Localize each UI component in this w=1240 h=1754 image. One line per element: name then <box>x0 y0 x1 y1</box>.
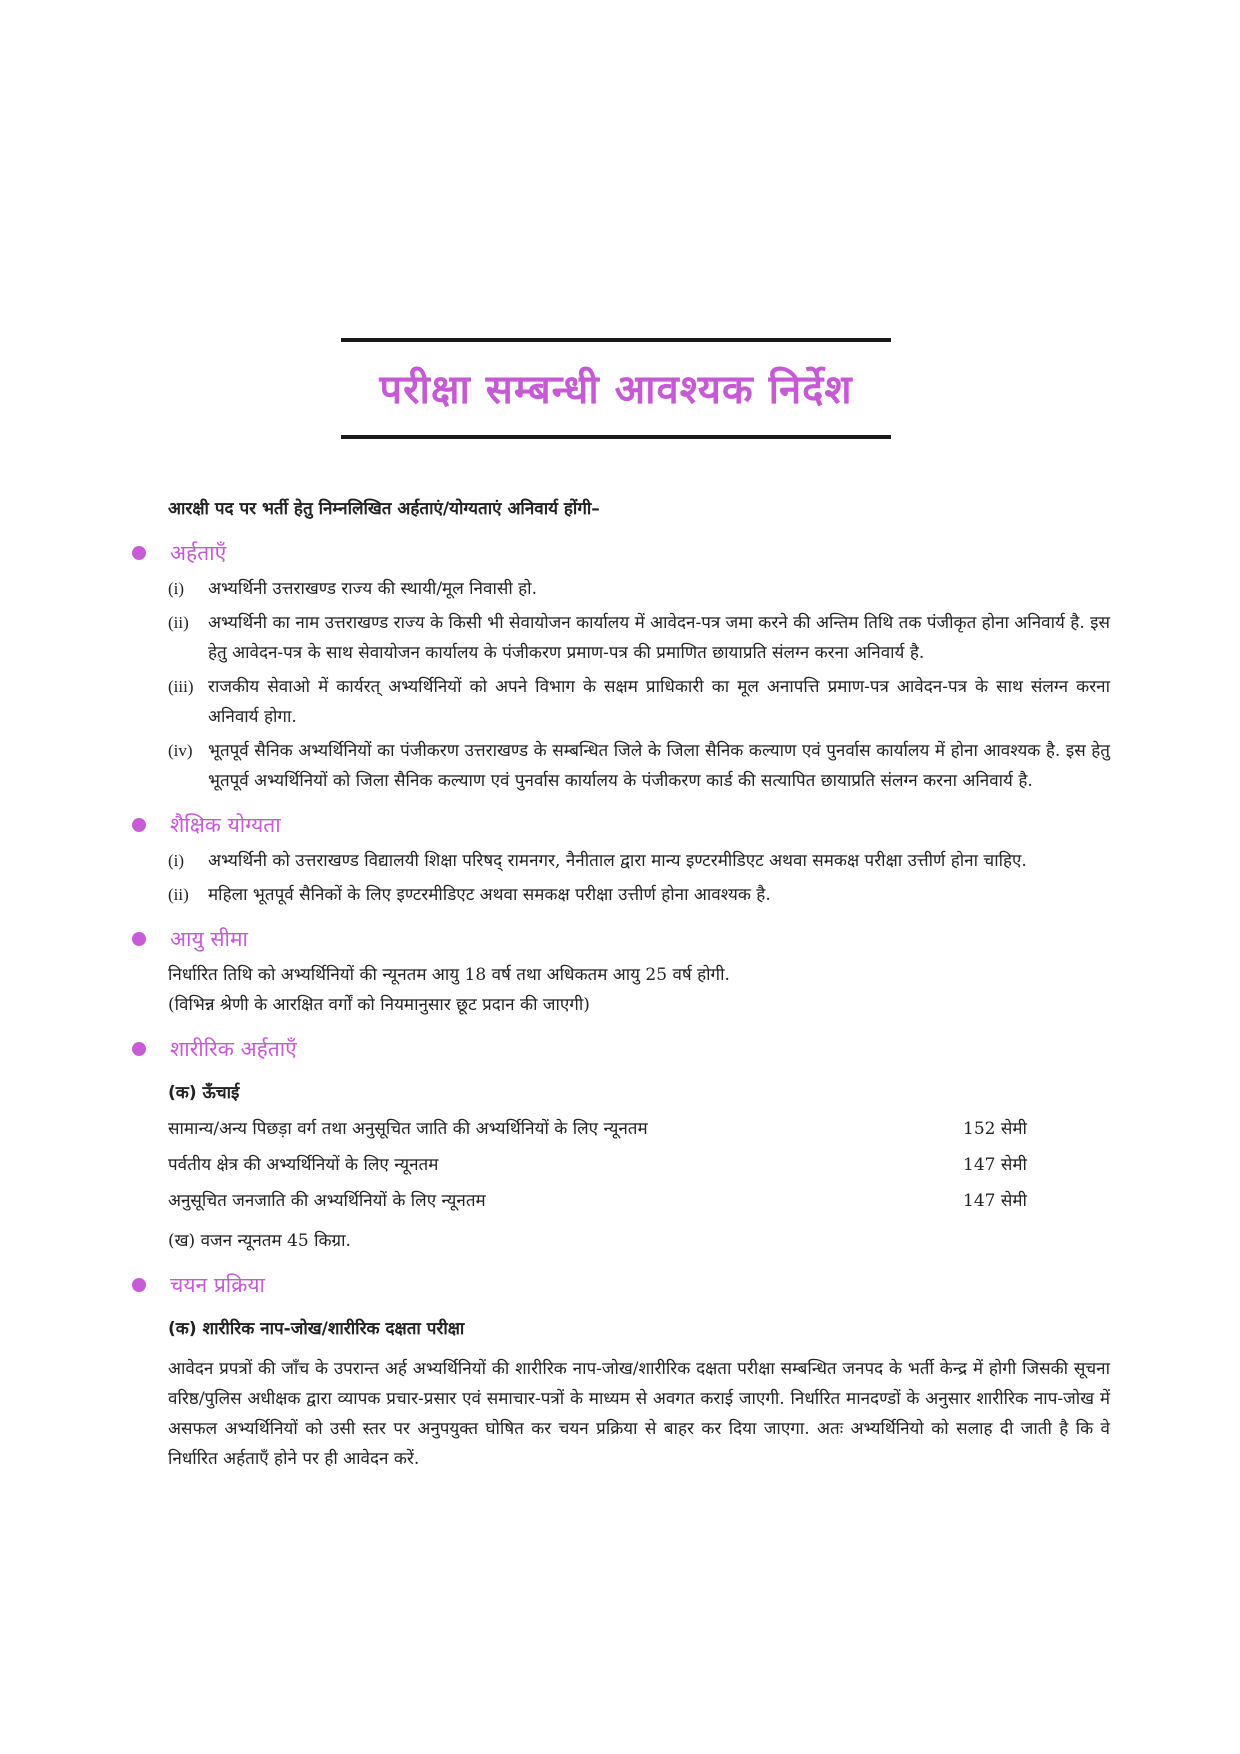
height-row-label: सामान्य/अन्य पिछड़ा वर्ग तथा अनुसूचित जाति की अभ्यर्थिनियों के लिए न्यूनतम <box>168 1119 648 1139</box>
list-item <box>168 846 1110 876</box>
item-text: अभ्यर्थिनी को उत्तराखण्ड विद्यालयी शिक्षा परिषद् रामनगर, नैनीताल द्वारा मान्य इण्टरमीडिएट अथवा समकक्ष परीक्षा उत्तीर्ण होना चाहिए. <box>208 851 1027 871</box>
height-row <box>168 1186 1043 1216</box>
list-item <box>168 608 1110 668</box>
height-row-label: पर्वतीय क्षेत्र की अभ्यर्थिनियों के लिए न्यूनतम <box>168 1155 439 1175</box>
title-bottom-rule <box>341 435 891 439</box>
item-text: अभ्यर्थिनी उत्तराखण्ड राज्य की स्थायी/मूल निवासी हो. <box>208 579 537 599</box>
section-heading: चयन प्रक्रिया <box>170 1273 265 1297</box>
section-selection <box>130 1268 1110 1302</box>
item-number: (iv) <box>168 741 193 760</box>
section-qualifications <box>130 536 1110 570</box>
weight-line: (ख) वजन न्यूनतम 45 किग्रा. <box>168 1231 351 1251</box>
age-line-1: निर्धारित तिथि को अभ्यर्थिनियों की न्यूनतम आयु 18 वर्ष तथा अधिकतम आयु 25 वर्ष होगी. <box>168 965 730 985</box>
item-text: अभ्यर्थिनी का नाम उत्तराखण्ड राज्य के किसी भी सेवायोजन कार्यालय में आवेदन-पत्र जमा करने की अन्तिम तिथि तक पंजीकृत होना अनिवार्य है. इस हेतु आवेदन-पत्र के साथ सेवायोजन कार्यालय के पंजीकरण प्रमाण-पत्र की प्रमाणित छायाप्रति संलग्न करना अनिवार्य है. <box>208 613 1110 663</box>
item-text: महिला भूतपूर्व सैनिकों के लिए इण्टरमीडिएट अथवा समकक्ष परीक्षा उत्तीर्ण होना आवश्यक है. <box>208 885 771 905</box>
height-row-label: अनुसूचित जनजाति की अभ्यर्थिनियों के लिए न्यूनतम <box>168 1191 486 1211</box>
title-block <box>341 338 891 439</box>
list-item <box>168 880 1110 910</box>
item-number: (iii) <box>168 677 194 696</box>
height-row-value: 147 सेमी <box>963 1191 1027 1211</box>
bullet-icon <box>132 932 146 946</box>
list-item <box>168 672 1110 732</box>
item-number: (i) <box>168 851 185 870</box>
section-heading: शैक्षिक योग्यता <box>170 813 281 837</box>
bullet-icon <box>132 1278 146 1292</box>
section-physical <box>130 1032 1110 1066</box>
intro-text: आरक्षी पद पर भर्ती हेतु निम्नलिखित अर्हताएं/योग्यताएं अनिवार्य होंगी– <box>168 499 600 519</box>
document-body <box>130 494 1110 1474</box>
item-number: (ii) <box>168 885 189 904</box>
item-number: (i) <box>168 579 185 598</box>
height-row-value: 147 सेमी <box>963 1155 1027 1175</box>
section-heading: अर्हताएँ <box>170 541 227 565</box>
height-row-value: 152 सेमी <box>963 1119 1027 1139</box>
section-education <box>130 808 1110 842</box>
height-row <box>168 1114 1043 1144</box>
item-text: राजकीय सेवाओ में कार्यरत् अभ्यर्थिनियों को अपने विभाग के सक्षम प्राधिकारी का मूल अनापत्ति प्रमाण-पत्र आवेदन-पत्र के साथ संलग्न करना अनिवार्य होगा. <box>208 677 1110 727</box>
item-number: (ii) <box>168 613 189 632</box>
list-item <box>168 736 1110 796</box>
height-row <box>168 1150 1043 1180</box>
bullet-icon <box>132 818 146 832</box>
bullet-icon <box>132 1042 146 1056</box>
section-heading: आयु सीमा <box>170 927 248 951</box>
bullet-icon <box>132 546 146 560</box>
list-item <box>168 574 1110 604</box>
age-line-2: (विभिन्न श्रेणी के आरक्षित वर्गों को नियमानुसार छूट प्रदान की जाएगी) <box>168 995 590 1015</box>
height-label: (क) ऊँचाई <box>168 1083 240 1103</box>
selection-paragraph: आवेदन प्रपत्रों की जाँच के उपरान्त अर्ह अभ्यर्थिनियों की शारीरिक नाप-जोख/शारीरिक दक्षता परीक्षा सम्बन्धित जनपद के भर्ती केन्द्र में होगी जिसकी सूचना वरिष्ठ/पुलिस अधीक्षक द्वारा व्यापक प्रचार-प्रसार एवं समाचार-पत्रों के माध्यम से अवगत कराई जाएगी. निर्धारित मानदण्डों के अनुसार शारीरिक नाप-जोख में असफल अभ्यर्थिनियों को उसी स्तर पर अनुपयुक्त घोषित कर चयन प्रक्रिया से बाहर कर दिया जाएगा. अतः अभ्यर्थिनियो को सलाह दी जाती है कि वे निर्धारित अर्हताएँ होने पर ही आवेदन करें. <box>168 1359 1110 1469</box>
section-heading: शारीरिक अर्हताएँ <box>170 1037 297 1061</box>
page-title: परीक्षा सम्बन्धी आवश्यक निर्देश <box>379 367 853 413</box>
section-age <box>130 922 1110 956</box>
selection-subheading: (क) शारीरिक नाप-जोख/शारीरिक दक्षता परीक्षा <box>168 1319 465 1339</box>
item-text: भूतपूर्व सैनिक अभ्यर्थिनियों का पंजीकरण उत्तराखण्ड के सम्बन्धित जिले के जिला सैनिक कल्याण एवं पुनर्वास कार्यालय में होना आवश्यक है. इस हेतु भूतपूर्व अभ्यर्थिनियों को जिला सैनिक कल्याण एवं पुनर्वास कार्यालय के पंजीकरण कार्ड की सत्यापित छायाप्रति संलग्न करना अनिवार्य है. <box>208 741 1110 791</box>
